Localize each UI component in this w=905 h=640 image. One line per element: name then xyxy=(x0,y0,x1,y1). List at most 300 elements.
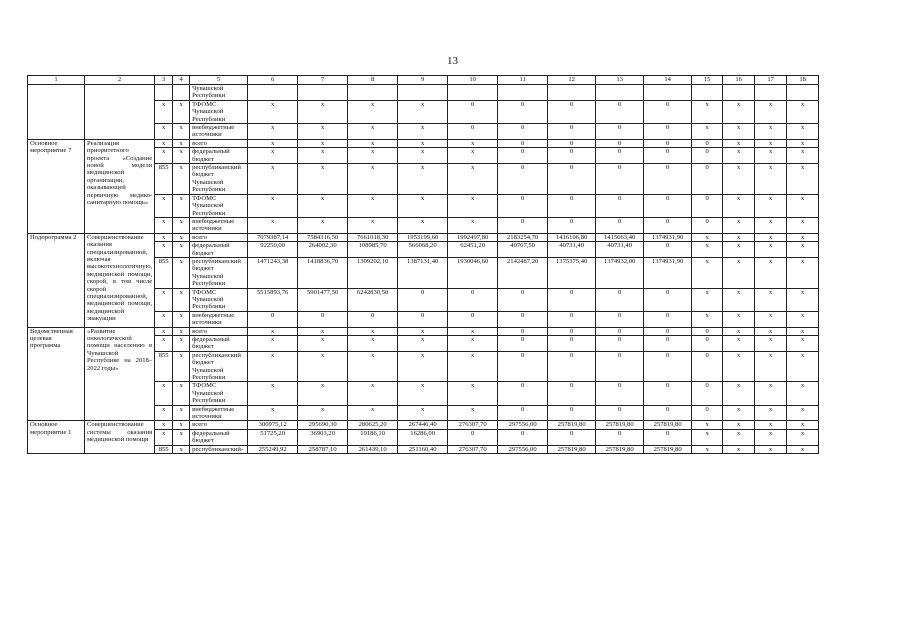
value-cell: x xyxy=(787,405,819,421)
value-cell: 0 xyxy=(498,336,548,352)
code-cell: x xyxy=(173,327,190,335)
code-cell: x xyxy=(173,445,190,453)
value-cell: 0 xyxy=(448,429,498,445)
value-cell: x xyxy=(755,139,787,147)
value-cell: 1418836,70 xyxy=(298,257,348,288)
column-number: 18 xyxy=(787,76,819,85)
value-cell: 1930046,60 xyxy=(448,257,498,288)
value-cell: 0 xyxy=(692,327,723,335)
column-number: 2 xyxy=(85,76,155,85)
value-cell: x xyxy=(248,100,298,123)
value-cell: 0 xyxy=(298,311,348,327)
value-cell: x xyxy=(248,124,298,140)
value-cell: x xyxy=(348,405,398,421)
value-cell: 0 xyxy=(498,139,548,147)
value-cell: x xyxy=(398,194,448,217)
value-cell: x xyxy=(787,311,819,327)
table-row xyxy=(28,139,819,147)
code-cell: x xyxy=(173,382,190,405)
value-cell: x xyxy=(448,351,498,382)
value-cell: x xyxy=(348,217,398,233)
value-cell: 255249,92 xyxy=(248,445,298,453)
value-cell: 0 xyxy=(692,351,723,382)
value-cell: 0 xyxy=(596,327,644,335)
value-cell: 0 xyxy=(692,139,723,147)
value-cell: x xyxy=(398,336,448,352)
grbs-cell: x xyxy=(155,100,173,123)
value-cell: 0 xyxy=(644,311,692,327)
column-number: 16 xyxy=(723,76,755,85)
code-cell: x xyxy=(173,233,190,241)
value-cell: 0 xyxy=(596,382,644,405)
value-cell: 0 xyxy=(644,382,692,405)
value-cell: 0 xyxy=(248,311,298,327)
value-cell: 0 xyxy=(398,311,448,327)
value-cell: 0 xyxy=(644,336,692,352)
value-cell: 0 xyxy=(596,100,644,123)
value-cell: x xyxy=(248,217,298,233)
value-cell: 0 xyxy=(692,336,723,352)
value-cell: x xyxy=(348,124,398,140)
value-cell: x xyxy=(755,257,787,288)
value-cell: x xyxy=(723,351,755,382)
value-cell: x xyxy=(787,194,819,217)
value-cell: 0 xyxy=(692,148,723,164)
value-cell xyxy=(398,85,448,101)
code-cell: x xyxy=(173,336,190,352)
value-cell: 0 xyxy=(692,194,723,217)
value-cell: x xyxy=(787,164,819,195)
column-number: 10 xyxy=(448,76,498,85)
value-cell: 1374932,00 xyxy=(596,257,644,288)
code-cell: x xyxy=(173,242,190,258)
funding-source-cell: всего xyxy=(190,233,248,241)
value-cell: x xyxy=(723,288,755,311)
value-cell: 0 xyxy=(596,405,644,421)
grbs-cell: 855 xyxy=(155,445,173,453)
value-cell: 0 xyxy=(596,288,644,311)
value-cell: 2183254,70 xyxy=(498,233,548,241)
column-number: 9 xyxy=(398,76,448,85)
table-row xyxy=(28,421,819,429)
value-cell: x xyxy=(248,336,298,352)
value-cell: x xyxy=(348,327,398,335)
value-cell: x xyxy=(755,194,787,217)
value-cell xyxy=(755,85,787,101)
value-cell: x xyxy=(448,164,498,195)
value-cell: x xyxy=(787,288,819,311)
value-cell: x xyxy=(787,233,819,241)
grbs-cell: x xyxy=(155,327,173,335)
value-cell: 7661018,30 xyxy=(348,233,398,241)
value-cell: 0 xyxy=(548,429,596,445)
value-cell: 5515893,76 xyxy=(248,288,298,311)
column-number: 5 xyxy=(190,76,248,85)
funding-source-cell: ТФОМС Чувашской Республики xyxy=(190,194,248,217)
funding-source-cell: федеральный бюджет xyxy=(190,336,248,352)
code-cell: x xyxy=(173,164,190,195)
value-cell: x xyxy=(692,257,723,288)
value-cell: 0 xyxy=(498,100,548,123)
value-cell: 6242830,50 xyxy=(348,288,398,311)
value-cell: x xyxy=(448,405,498,421)
value-cell: 1415663,40 xyxy=(596,233,644,241)
value-cell: x xyxy=(723,257,755,288)
value-cell: x xyxy=(248,194,298,217)
funding-source-cell: Чувашской Республики xyxy=(190,85,248,101)
value-cell: x xyxy=(448,194,498,217)
code-cell: x xyxy=(173,257,190,288)
value-cell: 0 xyxy=(548,311,596,327)
column-number-row xyxy=(28,76,819,85)
value-cell: x xyxy=(723,327,755,335)
grbs-cell: x xyxy=(155,336,173,352)
value-cell: x xyxy=(248,382,298,405)
value-cell: 0 xyxy=(644,429,692,445)
code-cell: x xyxy=(173,124,190,140)
value-cell: x xyxy=(787,336,819,352)
value-cell: x xyxy=(298,382,348,405)
value-cell: x xyxy=(248,351,298,382)
value-cell: 0 xyxy=(548,148,596,164)
value-cell: x xyxy=(398,124,448,140)
value-cell xyxy=(692,85,723,101)
value-cell: 257819,80 xyxy=(548,421,596,429)
value-cell: x xyxy=(755,327,787,335)
grbs-cell: x xyxy=(155,242,173,258)
value-cell: x xyxy=(692,311,723,327)
value-cell: x xyxy=(723,311,755,327)
value-cell: x xyxy=(723,382,755,405)
value-cell: 36903,20 xyxy=(298,429,348,445)
value-cell: x xyxy=(787,100,819,123)
value-cell: 0 xyxy=(596,336,644,352)
value-cell: 0 xyxy=(398,288,448,311)
value-cell: 1375375,40 xyxy=(548,257,596,288)
value-cell: 0 xyxy=(692,217,723,233)
value-cell: x xyxy=(692,445,723,453)
code-cell: x xyxy=(173,351,190,382)
funding-source-cell: ТФОМС Чувашской Республики xyxy=(190,382,248,405)
value-cell: 62451,20 xyxy=(448,242,498,258)
code-cell: x xyxy=(173,100,190,123)
value-cell: x xyxy=(723,217,755,233)
value-cell: 267446,40 xyxy=(398,421,448,429)
table-row xyxy=(28,85,819,101)
grbs-cell: x xyxy=(155,124,173,140)
value-cell: x xyxy=(248,164,298,195)
value-cell: 0 xyxy=(692,164,723,195)
value-cell: 257819,80 xyxy=(644,445,692,453)
value-cell: 0 xyxy=(692,382,723,405)
value-cell: x xyxy=(448,336,498,352)
value-cell: 0 xyxy=(692,405,723,421)
value-cell: x xyxy=(298,194,348,217)
value-cell xyxy=(348,85,398,101)
value-cell: 2142487,20 xyxy=(498,257,548,288)
value-cell: 0 xyxy=(548,336,596,352)
value-cell: 40731,40 xyxy=(548,242,596,258)
value-cell: x xyxy=(298,148,348,164)
value-cell xyxy=(644,85,692,101)
value-cell: x xyxy=(448,382,498,405)
value-cell: 1992497,80 xyxy=(448,233,498,241)
value-cell: x xyxy=(787,257,819,288)
page-number: 13 xyxy=(447,55,458,67)
value-cell: x xyxy=(755,217,787,233)
value-cell: 51725,20 xyxy=(248,429,298,445)
value-cell: 0 xyxy=(498,327,548,335)
value-cell xyxy=(548,85,596,101)
value-cell: x xyxy=(755,351,787,382)
value-cell: x xyxy=(755,148,787,164)
grbs-cell: 855 xyxy=(155,351,173,382)
budget-table xyxy=(27,75,819,454)
funding-source-cell: республиканский- xyxy=(190,445,248,453)
value-cell: 1374931,90 xyxy=(644,257,692,288)
value-cell: 0 xyxy=(596,217,644,233)
value-cell: x xyxy=(723,148,755,164)
column-number: 7 xyxy=(298,76,348,85)
value-cell: 0 xyxy=(644,351,692,382)
status-cell: Подпрограмма 2 xyxy=(28,233,85,327)
value-cell: x xyxy=(787,421,819,429)
value-cell: x xyxy=(692,100,723,123)
value-cell: 297556,00 xyxy=(498,421,548,429)
value-cell xyxy=(723,85,755,101)
value-cell: x xyxy=(298,405,348,421)
value-cell: 257819,80 xyxy=(644,421,692,429)
value-cell: x xyxy=(755,311,787,327)
value-cell: 251160,40 xyxy=(398,445,448,453)
value-cell: 1416106,80 xyxy=(548,233,596,241)
value-cell: 0 xyxy=(498,164,548,195)
value-cell: x xyxy=(755,429,787,445)
value-cell: x xyxy=(348,382,398,405)
value-cell: x xyxy=(298,124,348,140)
value-cell: x xyxy=(755,445,787,453)
value-cell: 0 xyxy=(498,288,548,311)
column-number: 17 xyxy=(755,76,787,85)
value-cell: 280625,20 xyxy=(348,421,398,429)
status-cell: Основное мероприятие 7 xyxy=(28,139,85,233)
code-cell: x xyxy=(173,217,190,233)
value-cell: x xyxy=(348,164,398,195)
value-cell: x xyxy=(787,217,819,233)
value-cell: 261439,10 xyxy=(348,445,398,453)
value-cell: x xyxy=(348,100,398,123)
value-cell: 16286,00 xyxy=(398,429,448,445)
value-cell: x xyxy=(723,336,755,352)
value-cell: 0 xyxy=(348,311,398,327)
funding-source-cell: республиканский бюджет Чувашской Республики xyxy=(190,351,248,382)
value-cell: 19186,10 xyxy=(348,429,398,445)
value-cell: 0 xyxy=(596,124,644,140)
value-cell: 257819,80 xyxy=(596,421,644,429)
value-cell: x xyxy=(348,351,398,382)
value-cell: x xyxy=(348,148,398,164)
value-cell: 1374931,90 xyxy=(644,233,692,241)
value-cell: x xyxy=(248,405,298,421)
value-cell: x xyxy=(755,288,787,311)
value-cell: x xyxy=(787,148,819,164)
funding-source-cell: внебюджетные источники xyxy=(190,311,248,327)
column-number: 15 xyxy=(692,76,723,85)
grbs-cell: x xyxy=(155,139,173,147)
value-cell xyxy=(448,85,498,101)
value-cell: x xyxy=(755,233,787,241)
value-cell: 276307,70 xyxy=(448,445,498,453)
value-cell: 0 xyxy=(596,351,644,382)
value-cell: 7079387,14 xyxy=(248,233,298,241)
code-cell: x xyxy=(173,421,190,429)
value-cell: 0 xyxy=(548,351,596,382)
funding-source-cell: ТФОМС Чувашской Республики xyxy=(190,100,248,123)
column-number: 12 xyxy=(548,76,596,85)
value-cell xyxy=(298,85,348,101)
value-cell: x xyxy=(755,100,787,123)
column-number: 11 xyxy=(498,76,548,85)
value-cell: 40731,40 xyxy=(596,242,644,258)
value-cell: x xyxy=(298,351,348,382)
value-cell: 0 xyxy=(498,148,548,164)
value-cell: x xyxy=(723,139,755,147)
value-cell: 0 xyxy=(498,351,548,382)
value-cell: 0 xyxy=(548,139,596,147)
value-cell: 0 xyxy=(548,327,596,335)
funding-source-cell: ТФОМС Чувашской Республики xyxy=(190,288,248,311)
grbs-cell: x xyxy=(155,194,173,217)
value-cell: x xyxy=(723,429,755,445)
value-cell: x xyxy=(723,233,755,241)
grbs-cell: x xyxy=(155,148,173,164)
value-cell: x xyxy=(723,421,755,429)
program-name-cell xyxy=(85,85,155,140)
value-cell: 0 xyxy=(498,382,548,405)
value-cell: x xyxy=(298,336,348,352)
table-row xyxy=(28,233,819,241)
value-cell: x xyxy=(787,351,819,382)
value-cell: x xyxy=(755,164,787,195)
value-cell: x xyxy=(755,124,787,140)
code-cell: x xyxy=(173,429,190,445)
value-cell: x xyxy=(787,124,819,140)
value-cell: 0 xyxy=(548,124,596,140)
value-cell: 264002,30 xyxy=(298,242,348,258)
value-cell: 0 xyxy=(644,124,692,140)
value-cell: x xyxy=(787,382,819,405)
status-cell: Ведомственная целевая программа xyxy=(28,327,85,421)
code-cell: x xyxy=(173,288,190,311)
value-cell: 0 xyxy=(596,139,644,147)
value-cell: 0 xyxy=(644,217,692,233)
value-cell: x xyxy=(755,405,787,421)
value-cell: 0 xyxy=(644,100,692,123)
value-cell: 0 xyxy=(596,148,644,164)
funding-source-cell: всего xyxy=(190,421,248,429)
value-cell: 0 xyxy=(498,194,548,217)
value-cell: x xyxy=(398,382,448,405)
value-cell: x xyxy=(787,445,819,453)
column-number: 3 xyxy=(155,76,173,85)
value-cell: 0 xyxy=(548,382,596,405)
value-cell: x xyxy=(755,421,787,429)
grbs-cell: 855 xyxy=(155,257,173,288)
value-cell: x xyxy=(248,327,298,335)
value-cell: 108985,70 xyxy=(348,242,398,258)
grbs-cell: x xyxy=(155,429,173,445)
value-cell xyxy=(787,85,819,101)
program-name-cell: Совершенствование оказания специализированной, включая высокотехнологичную, медицинской помощи, скорой, в том числе скорой специализированной, медицинской помощи, медицинской эвакуации xyxy=(85,233,155,327)
value-cell: x xyxy=(348,336,398,352)
value-cell: 1309202,10 xyxy=(348,257,398,288)
value-cell: 566068,20 xyxy=(398,242,448,258)
value-cell: x xyxy=(248,139,298,147)
value-cell: 0 xyxy=(498,429,548,445)
value-cell: 0 xyxy=(548,217,596,233)
value-cell: 0 xyxy=(596,164,644,195)
value-cell: x xyxy=(755,382,787,405)
value-cell: 0 xyxy=(448,124,498,140)
value-cell: x xyxy=(723,100,755,123)
grbs-cell xyxy=(155,85,173,101)
status-cell xyxy=(28,85,85,140)
value-cell: x xyxy=(692,288,723,311)
funding-source-cell: всего xyxy=(190,327,248,335)
column-number: 4 xyxy=(173,76,190,85)
value-cell: x xyxy=(398,351,448,382)
funding-source-cell: внебюджетные источники xyxy=(190,124,248,140)
grbs-cell: x xyxy=(155,288,173,311)
value-cell: 92250,00 xyxy=(248,242,298,258)
value-cell xyxy=(596,85,644,101)
code-cell: x xyxy=(173,311,190,327)
value-cell: 1471243,38 xyxy=(248,257,298,288)
value-cell: 1953199,60 xyxy=(398,233,448,241)
funding-source-cell: всего xyxy=(190,139,248,147)
value-cell: x xyxy=(723,164,755,195)
value-cell: x xyxy=(787,429,819,445)
value-cell: x xyxy=(398,327,448,335)
funding-source-cell: федеральный бюджет xyxy=(190,148,248,164)
grbs-cell: x xyxy=(155,217,173,233)
value-cell: x xyxy=(348,194,398,217)
value-cell: x xyxy=(398,100,448,123)
column-number: 14 xyxy=(644,76,692,85)
status-cell: Основное мероприятие 1 xyxy=(28,421,85,454)
value-cell: 1387131,40 xyxy=(398,257,448,288)
value-cell: 0 xyxy=(548,405,596,421)
value-cell: x xyxy=(448,327,498,335)
funding-source-cell: федеральный бюджет xyxy=(190,429,248,445)
value-cell: 0 xyxy=(644,194,692,217)
value-cell: 295690,30 xyxy=(298,421,348,429)
value-cell: 0 xyxy=(644,327,692,335)
value-cell: 258787,10 xyxy=(298,445,348,453)
program-name-cell: «Развитие онкологической помощи населению в Чувашской Республике на 2018–2022 годы» xyxy=(85,327,155,421)
grbs-cell: 855 xyxy=(155,164,173,195)
value-cell: x xyxy=(787,139,819,147)
value-cell: x xyxy=(398,148,448,164)
value-cell: x xyxy=(787,242,819,258)
value-cell: 0 xyxy=(548,100,596,123)
value-cell: x xyxy=(692,124,723,140)
value-cell: x xyxy=(448,217,498,233)
grbs-cell: x xyxy=(155,311,173,327)
funding-source-cell: федеральный бюджет xyxy=(190,242,248,258)
funding-source-cell: внебюджетные источники xyxy=(190,217,248,233)
value-cell: 0 xyxy=(498,124,548,140)
